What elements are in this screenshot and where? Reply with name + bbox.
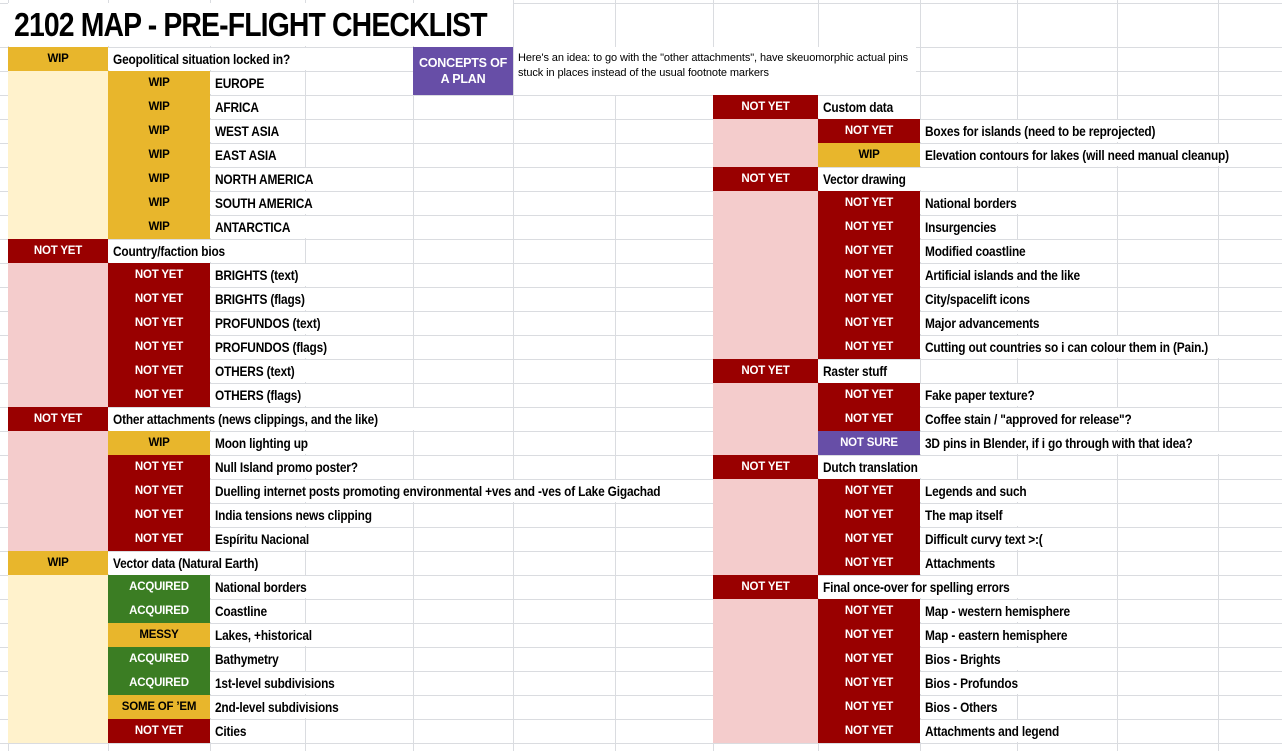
task-label-cell[interactable] xyxy=(920,696,1015,718)
group-tint-cell xyxy=(8,311,108,335)
task-label-cell[interactable] xyxy=(920,240,1047,262)
task-label-cell[interactable] xyxy=(210,216,309,238)
task-label: National borders xyxy=(925,195,1017,211)
task-label-cell[interactable] xyxy=(920,432,1237,454)
group-tint-cell xyxy=(713,215,818,239)
checklist-row xyxy=(713,239,1278,263)
group-tint-cell xyxy=(8,599,108,623)
task-label: Other attachments (news clippings, and the like) xyxy=(113,411,378,427)
group-tint-cell xyxy=(8,647,108,671)
checklist-row xyxy=(713,671,1278,695)
status-badge[interactable]: NOT YET xyxy=(818,647,920,671)
checklist-row xyxy=(8,599,729,623)
task-label: OTHERS (text) xyxy=(215,363,295,379)
group-tint-cell xyxy=(713,383,818,407)
group-tint-cell xyxy=(713,191,818,215)
task-label-cell[interactable] xyxy=(920,720,1085,742)
status-badge[interactable]: WIP xyxy=(8,551,108,575)
group-tint-cell xyxy=(713,503,818,527)
status-badge[interactable]: NOT YET xyxy=(818,239,920,263)
status-badge[interactable]: NOT YET xyxy=(818,407,920,431)
group-tint-cell xyxy=(713,263,818,287)
checklist-row xyxy=(713,647,1278,671)
checklist-row xyxy=(8,311,729,335)
status-badge[interactable]: NOT YET xyxy=(818,719,920,743)
task-label-cell[interactable] xyxy=(210,168,335,190)
task-label: Artificial islands and the like xyxy=(925,267,1080,283)
task-label: Attachments and legend xyxy=(925,723,1060,739)
task-label: OTHERS (flags) xyxy=(215,387,301,403)
group-tint-cell xyxy=(8,143,108,167)
task-label: Bios - Profundos xyxy=(925,675,1018,691)
checklist-row xyxy=(713,575,1278,599)
group-tint-cell xyxy=(8,359,108,383)
task-label: Major advancements xyxy=(925,315,1040,331)
checklist-row xyxy=(713,431,1278,455)
checklist-row xyxy=(8,287,729,311)
task-label: Difficult curvy text >:( xyxy=(925,531,1043,547)
task-label: WEST ASIA xyxy=(215,123,279,139)
checklist-row xyxy=(8,263,729,287)
status-badge[interactable]: NOT YET xyxy=(108,335,210,359)
checklist-row xyxy=(713,335,1278,359)
task-label-cell[interactable] xyxy=(818,96,911,118)
status-badge[interactable]: NOT YET xyxy=(818,311,920,335)
group-tint-cell xyxy=(8,191,108,215)
task-label-cell[interactable] xyxy=(210,360,313,382)
task-label: 3D pins in Blender, if i go through with that idea? xyxy=(925,435,1193,451)
checklist-row xyxy=(713,167,1278,191)
status-badge[interactable]: WIP xyxy=(108,431,210,455)
task-label: Bathymetry xyxy=(215,651,279,667)
group-tint-cell xyxy=(713,311,818,335)
checklist-row xyxy=(713,455,1278,479)
sheet-title-cell[interactable] xyxy=(8,3,513,46)
checklist-row xyxy=(8,215,729,239)
checklist-row xyxy=(713,311,1278,335)
task-label: India tensions news clipping xyxy=(215,507,372,523)
task-label-cell[interactable] xyxy=(818,456,939,478)
status-badge[interactable]: WIP xyxy=(108,71,210,95)
checklist-row xyxy=(8,47,729,71)
task-label-cell[interactable] xyxy=(818,168,925,190)
task-label: Map - western hemisphere xyxy=(925,603,1070,619)
status-badge[interactable]: NOT YET xyxy=(713,95,818,119)
task-label: Null Island promo poster? xyxy=(215,459,358,475)
status-badge[interactable]: WIP xyxy=(818,143,920,167)
status-badge[interactable]: NOT YET xyxy=(818,335,920,359)
checklist-row xyxy=(8,623,729,647)
sheet-title: 2102 MAP - PRE-FLIGHT CHECKLIST xyxy=(14,5,487,43)
checklist-row xyxy=(8,551,729,575)
task-label-cell[interactable] xyxy=(920,384,1058,406)
status-badge[interactable]: NOT YET xyxy=(108,287,210,311)
checklist-row xyxy=(713,287,1278,311)
task-label-cell[interactable] xyxy=(210,696,363,718)
task-label-cell[interactable] xyxy=(920,600,1098,622)
task-label: Geopolitical situation locked in? xyxy=(113,51,291,67)
task-label-cell[interactable] xyxy=(210,192,334,214)
task-label-cell[interactable] xyxy=(920,312,1063,334)
note-text: Here's an idea: to go with the "other attachments", have skeuomorphic actual pins stuck in places instead of the usual footnote markers xyxy=(518,52,909,79)
checklist-row xyxy=(8,407,729,431)
status-badge[interactable]: NOT SURE xyxy=(818,431,920,455)
task-label: Attachments xyxy=(925,555,996,571)
checklist-row xyxy=(8,719,729,743)
status-badge[interactable]: NOT YET xyxy=(818,263,920,287)
checklist-row xyxy=(713,383,1278,407)
group-tint-cell xyxy=(713,431,818,455)
task-label-cell[interactable] xyxy=(920,192,1037,214)
status-badge[interactable]: NOT YET xyxy=(818,551,920,575)
task-label-cell[interactable] xyxy=(210,720,259,742)
group-tint-cell xyxy=(713,143,818,167)
checklist-row xyxy=(8,527,729,551)
status-badge[interactable]: NOT YET xyxy=(818,671,920,695)
status-badge[interactable]: NOT YET xyxy=(713,167,818,191)
group-tint-cell xyxy=(8,671,108,695)
task-label-cell[interactable] xyxy=(210,504,401,526)
task-label: City/spacelift icons xyxy=(925,291,1030,307)
gridline-horizontal xyxy=(0,743,1282,744)
status-badge[interactable]: NOT YET xyxy=(108,311,210,335)
status-badge[interactable]: NOT YET xyxy=(818,287,920,311)
task-label-cell[interactable] xyxy=(210,648,295,670)
task-label: SOUTH AMERICA xyxy=(215,195,313,211)
task-label: Espíritu Nacional xyxy=(215,531,310,547)
status-badge[interactable]: NOT YET xyxy=(818,215,920,239)
checklist-row xyxy=(8,359,729,383)
task-label-cell[interactable] xyxy=(818,360,904,382)
group-tint-cell xyxy=(713,527,818,551)
task-label-cell[interactable] xyxy=(210,120,296,142)
checklist-row xyxy=(713,599,1278,623)
checklist-row xyxy=(713,551,1278,575)
status-badge[interactable]: NOT YET xyxy=(108,479,210,503)
task-label-cell[interactable] xyxy=(920,504,1021,526)
task-label-cell[interactable] xyxy=(920,336,1255,358)
task-label-cell[interactable] xyxy=(210,576,327,598)
status-badge[interactable]: ACQUIRED xyxy=(108,575,210,599)
status-badge[interactable]: NOT YET xyxy=(108,719,210,743)
task-label: The map itself xyxy=(925,507,1003,523)
task-label: Legends and such xyxy=(925,483,1027,499)
task-label-cell[interactable] xyxy=(210,144,293,166)
task-label-cell[interactable] xyxy=(210,456,385,478)
task-label-cell[interactable] xyxy=(210,528,330,550)
status-badge[interactable]: WIP xyxy=(8,47,108,71)
checklist-row xyxy=(8,503,729,527)
group-tint-cell xyxy=(8,215,108,239)
status-badge[interactable]: ACQUIRED xyxy=(108,599,210,623)
group-tint-cell xyxy=(713,695,818,719)
group-tint-cell xyxy=(8,95,108,119)
task-label: Insurgencies xyxy=(925,219,997,235)
task-label: Bios - Brights xyxy=(925,651,1001,667)
status-badge[interactable]: WIP xyxy=(108,143,210,167)
plan-status-badge[interactable]: CONCEPTS OF A PLAN xyxy=(413,47,513,95)
task-label-cell[interactable] xyxy=(920,672,1039,694)
status-badge[interactable]: WIP xyxy=(108,167,210,191)
checklist-row xyxy=(8,167,729,191)
checklist-row xyxy=(8,695,729,719)
status-badge[interactable]: NOT YET xyxy=(108,527,210,551)
group-tint-cell xyxy=(8,719,108,743)
checklist-row xyxy=(713,503,1278,527)
task-label: AFRICA xyxy=(215,99,259,115)
group-tint-cell xyxy=(713,671,818,695)
task-label-cell[interactable] xyxy=(108,48,322,70)
task-label: 1st-level subdivisions xyxy=(215,675,335,691)
task-label: BRIGHTS (flags) xyxy=(215,291,305,307)
task-label-cell[interactable] xyxy=(210,72,279,94)
status-badge[interactable]: NOT YET xyxy=(108,503,210,527)
group-tint-cell xyxy=(8,503,108,527)
task-label: Final once-over for spelling errors xyxy=(823,579,1010,595)
group-tint-cell xyxy=(8,575,108,599)
checklist-row xyxy=(713,527,1278,551)
task-label: Moon lighting up xyxy=(215,435,308,451)
group-tint-cell xyxy=(713,599,818,623)
status-badge[interactable]: WIP xyxy=(108,95,210,119)
task-label: Map - eastern hemisphere xyxy=(925,627,1068,643)
checklist-row xyxy=(713,263,1278,287)
task-label: Lakes, +historical xyxy=(215,627,312,643)
status-badge[interactable]: NOT YET xyxy=(8,239,108,263)
checklist-left xyxy=(8,47,729,743)
status-badge[interactable]: WIP xyxy=(108,215,210,239)
group-tint-cell xyxy=(8,695,108,719)
status-badge[interactable]: ACQUIRED xyxy=(108,671,210,695)
checklist-row xyxy=(713,695,1278,719)
status-badge[interactable]: MESSY xyxy=(108,623,210,647)
group-tint-cell xyxy=(713,239,818,263)
checklist-row xyxy=(713,623,1278,647)
task-label-cell[interactable] xyxy=(920,288,1052,310)
checklist-row xyxy=(8,191,729,215)
task-label-cell[interactable] xyxy=(210,600,282,622)
task-label: 2nd-level subdivisions xyxy=(215,699,339,715)
task-label-cell[interactable] xyxy=(920,264,1109,286)
task-label: Vector data (Natural Earth) xyxy=(113,555,259,571)
task-label: Coastline xyxy=(215,603,267,619)
task-label: Cities xyxy=(215,723,247,739)
group-tint-cell xyxy=(8,287,108,311)
status-badge[interactable]: NOT YET xyxy=(818,119,920,143)
task-label-cell[interactable] xyxy=(210,384,321,406)
task-label: Raster stuff xyxy=(823,363,887,379)
group-tint-cell xyxy=(8,71,108,95)
checklist-row xyxy=(713,191,1278,215)
status-badge[interactable]: NOT YET xyxy=(713,455,818,479)
status-badge[interactable]: NOT YET xyxy=(818,503,920,527)
group-tint-cell xyxy=(8,335,108,359)
checklist-row xyxy=(8,479,729,503)
task-label-cell[interactable] xyxy=(920,648,1019,670)
group-tint-cell xyxy=(713,479,818,503)
group-tint-cell xyxy=(713,119,818,143)
task-label-cell[interactable] xyxy=(920,624,1095,646)
task-label-cell[interactable] xyxy=(210,96,273,118)
checklist-row xyxy=(8,95,729,119)
task-label: Dutch translation xyxy=(823,459,918,475)
task-label-cell[interactable] xyxy=(210,312,343,334)
status-badge[interactable]: NOT YET xyxy=(818,695,920,719)
task-label: PROFUNDOS (flags) xyxy=(215,339,327,355)
task-label: BRIGHTS (text) xyxy=(215,267,299,283)
checklist-right xyxy=(713,95,1278,743)
group-tint-cell xyxy=(8,119,108,143)
group-tint-cell xyxy=(8,167,108,191)
task-label: Coffee stain / "approved for release"? xyxy=(925,411,1132,427)
task-label: EAST ASIA xyxy=(215,147,277,163)
status-badge[interactable]: WIP xyxy=(108,191,210,215)
group-tint-cell xyxy=(8,479,108,503)
checklist-row xyxy=(8,143,729,167)
task-label-cell[interactable] xyxy=(920,216,1014,238)
checklist-row xyxy=(8,647,729,671)
status-badge[interactable]: NOT YET xyxy=(818,527,920,551)
group-tint-cell xyxy=(713,647,818,671)
checklist-row xyxy=(713,359,1278,383)
status-badge[interactable]: NOT YET xyxy=(818,191,920,215)
task-label-cell[interactable] xyxy=(210,264,318,286)
task-label: National borders xyxy=(215,579,307,595)
task-label-cell[interactable] xyxy=(108,552,286,574)
task-label: PROFUNDOS (text) xyxy=(215,315,321,331)
task-label: Elevation contours for lakes (will need manual cleanup) xyxy=(925,147,1229,163)
task-label-cell[interactable] xyxy=(108,240,248,262)
task-label-cell[interactable] xyxy=(920,144,1278,166)
task-label-cell[interactable] xyxy=(210,288,325,310)
task-label-cell[interactable] xyxy=(920,552,1013,574)
group-tint-cell xyxy=(8,455,108,479)
checklist-row xyxy=(713,143,1278,167)
status-badge[interactable]: NOT YET xyxy=(713,575,818,599)
task-label: Fake paper texture? xyxy=(925,387,1035,403)
status-badge[interactable]: WIP xyxy=(108,119,210,143)
task-label: Duelling internet posts promoting environmental +ves and -ves of Lake Gigachad xyxy=(215,483,661,499)
task-label: Country/faction bios xyxy=(113,243,225,259)
task-label-cell[interactable] xyxy=(210,672,359,694)
group-tint-cell xyxy=(8,527,108,551)
status-badge[interactable]: NOT YET xyxy=(713,359,818,383)
task-label-cell[interactable] xyxy=(920,408,1168,430)
checklist-row xyxy=(8,119,729,143)
task-label: Cutting out countries so i can colour them in (Pain.) xyxy=(925,339,1209,355)
checklist-row xyxy=(713,719,1278,743)
checklist-row xyxy=(8,335,729,359)
task-label-cell[interactable] xyxy=(920,528,1067,550)
task-label: Custom data xyxy=(823,99,894,115)
group-tint-cell xyxy=(713,335,818,359)
group-tint-cell xyxy=(8,431,108,455)
task-label-cell[interactable] xyxy=(210,480,729,502)
task-label-cell[interactable] xyxy=(210,624,333,646)
task-label: Vector drawing xyxy=(823,171,906,187)
task-label: Modified coastline xyxy=(925,243,1026,259)
checklist-row xyxy=(8,455,729,479)
checklist-row xyxy=(713,479,1278,503)
task-label-cell[interactable] xyxy=(920,480,1048,502)
task-label-cell[interactable] xyxy=(210,336,350,358)
group-tint-cell xyxy=(8,263,108,287)
status-badge[interactable]: NOT YET xyxy=(108,263,210,287)
status-badge[interactable]: NOT YET xyxy=(818,599,920,623)
checklist-row xyxy=(8,239,729,263)
status-badge[interactable]: NOT YET xyxy=(8,407,108,431)
status-badge[interactable]: NOT YET xyxy=(108,383,210,407)
task-label-cell[interactable] xyxy=(920,120,1195,142)
checklist-row xyxy=(8,575,729,599)
task-label: EUROPE xyxy=(215,75,265,91)
task-label-cell[interactable] xyxy=(108,408,422,430)
group-tint-cell xyxy=(713,407,818,431)
group-tint-cell xyxy=(8,383,108,407)
checklist-row xyxy=(8,431,729,455)
task-label-cell[interactable] xyxy=(210,432,329,454)
checklist-row xyxy=(8,383,729,407)
group-tint-cell xyxy=(713,623,818,647)
status-badge[interactable]: NOT YET xyxy=(818,383,920,407)
task-label: Bios - Others xyxy=(925,699,998,715)
checklist-row xyxy=(8,671,729,695)
group-tint-cell xyxy=(713,719,818,743)
checklist-row xyxy=(713,95,1278,119)
task-label: NORTH AMERICA xyxy=(215,171,314,187)
task-label-cell[interactable] xyxy=(818,576,1043,598)
checklist-row xyxy=(713,407,1278,431)
group-tint-cell xyxy=(713,551,818,575)
checklist-row xyxy=(713,119,1278,143)
group-tint-cell xyxy=(8,623,108,647)
status-badge[interactable]: NOT YET xyxy=(108,455,210,479)
task-label: ANTARCTICA xyxy=(215,219,291,235)
checklist-row xyxy=(713,215,1278,239)
status-badge[interactable]: NOT YET xyxy=(108,359,210,383)
status-badge[interactable]: SOME OF ’EM xyxy=(108,695,210,719)
status-badge[interactable]: NOT YET xyxy=(818,623,920,647)
task-label: Boxes for islands (need to be reprojected) xyxy=(925,123,1156,139)
status-badge[interactable]: NOT YET xyxy=(818,479,920,503)
checklist-row xyxy=(8,71,729,95)
status-badge[interactable]: ACQUIRED xyxy=(108,647,210,671)
group-tint-cell xyxy=(713,287,818,311)
